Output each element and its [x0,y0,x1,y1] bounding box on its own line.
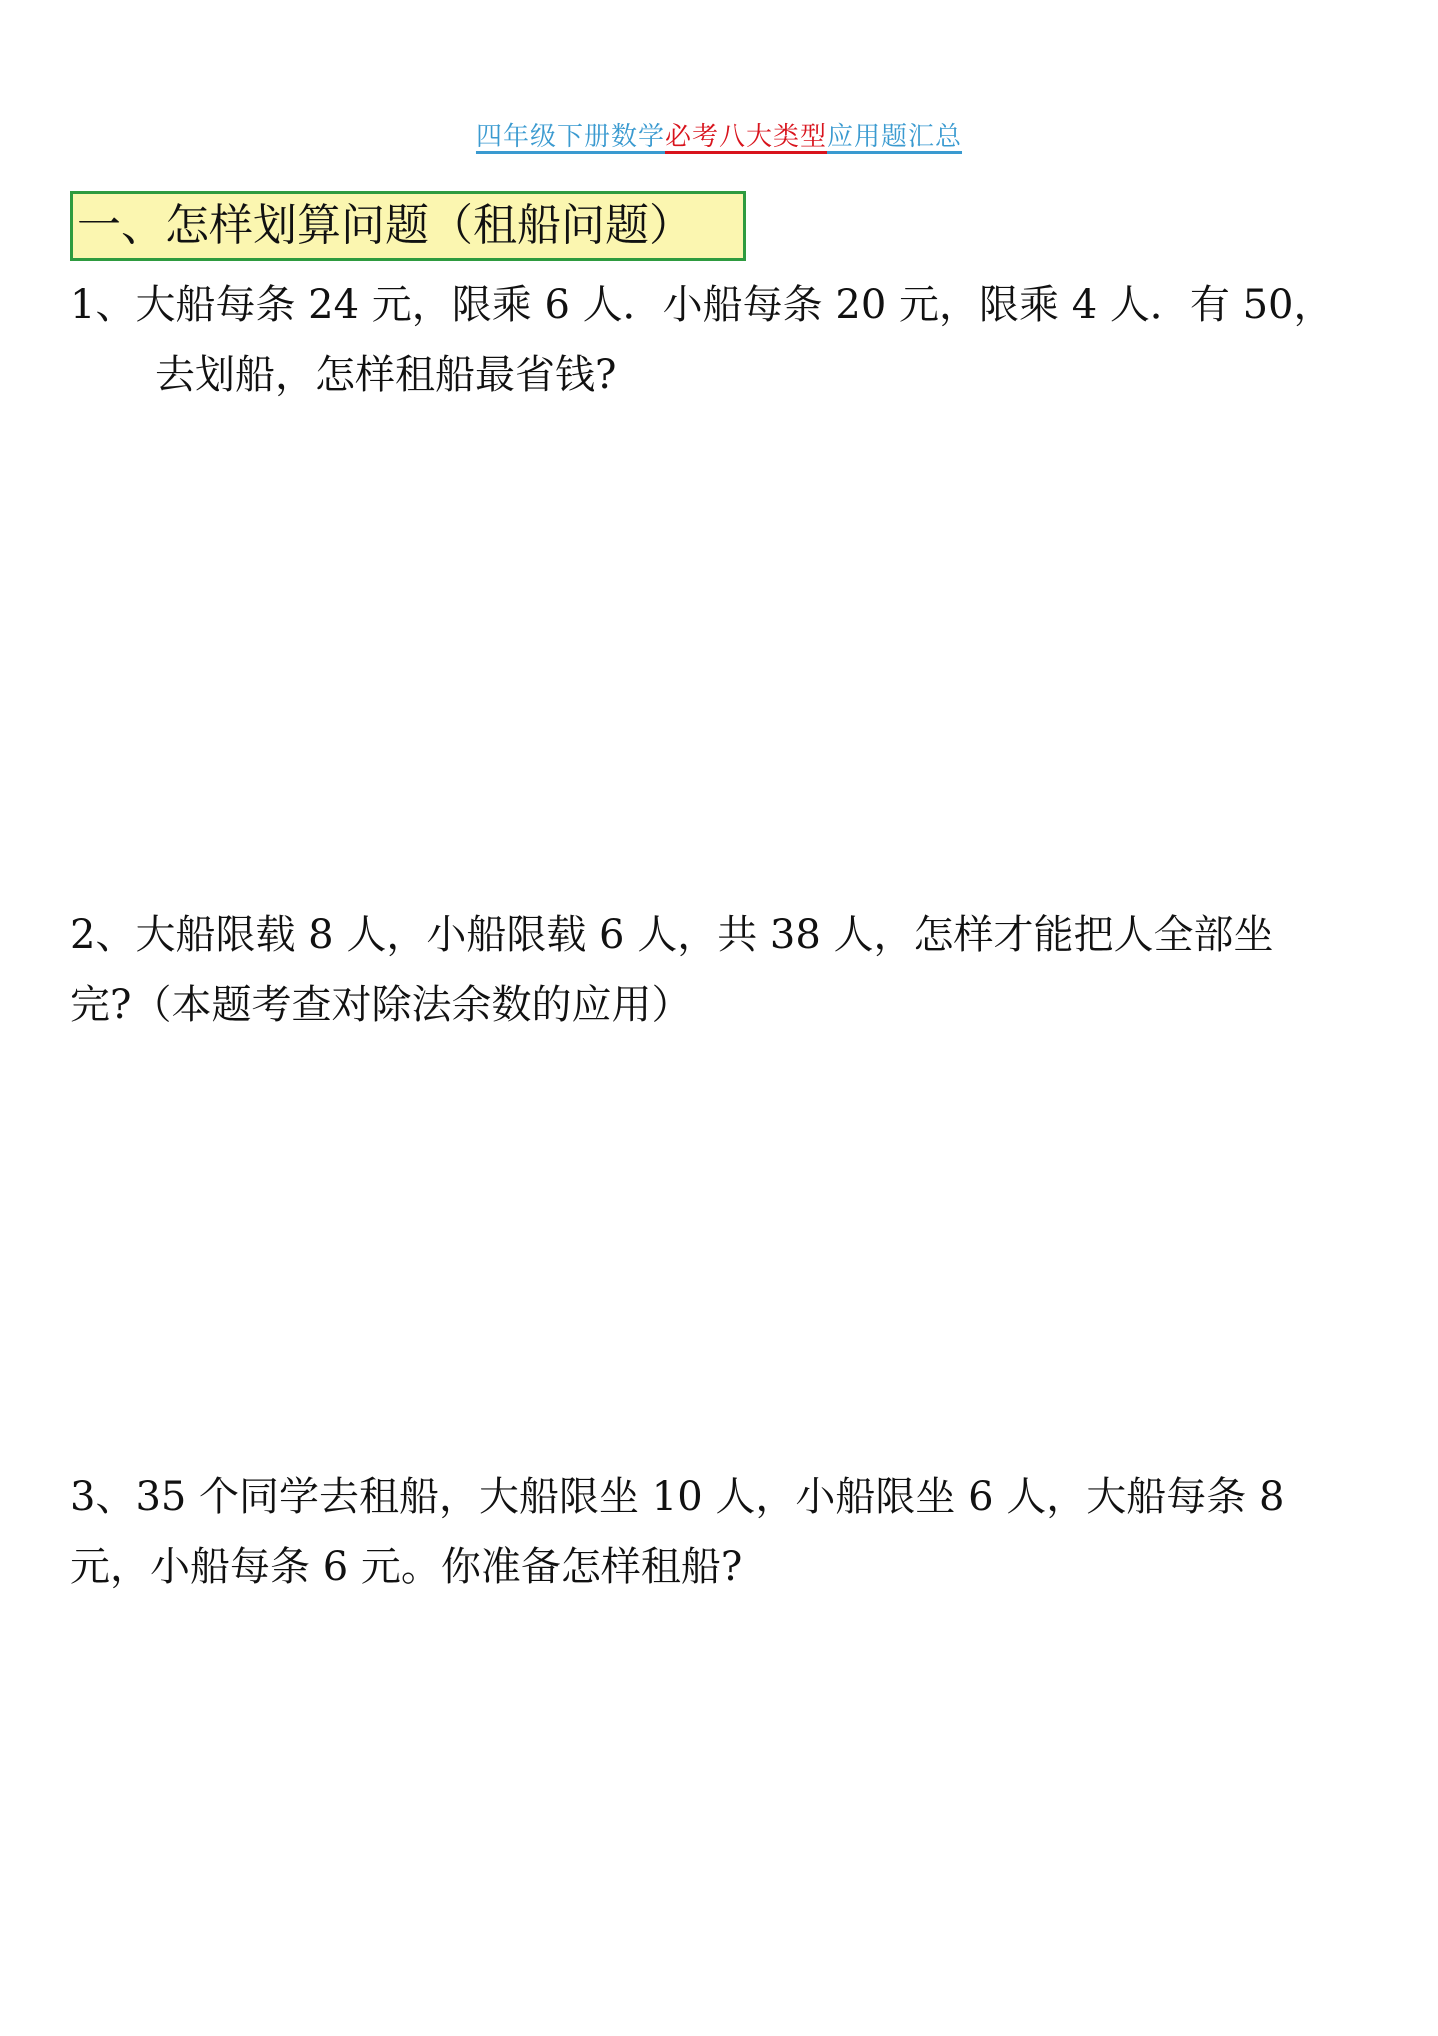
title-part-3: 应用题汇总 [827,122,963,152]
section-1-heading: 一、怎样划算问题（租船问题） [77,200,693,251]
question-3-line-1: 3、35 个同学去租船，大船限坐 10 人，小船限坐 6 人，大船每条 8 [70,1474,1285,1520]
q1-answer-line-3 [0,549,1438,619]
question-3-line-2: 元，小船每条 6 元。你准备怎样租船? [70,1544,743,1590]
question-1 [70,270,1380,410]
q2-answer-line-1 [0,1041,1438,1111]
q3-answer-line-2 [0,1673,1438,1743]
q2-answer-line-5 [0,1322,1438,1392]
q3-answer-line-1 [0,1603,1438,1673]
q3-answer-line-5 [0,1884,1438,1954]
page-title [0,92,1438,182]
q2-answer-line-2 [0,1111,1438,1181]
q1-answer-line-6 [0,760,1438,830]
question-2-line-1: 2、大船限载 8 人，小船限载 6 人，共 38 人，怎样才能把人全部坐 [70,912,1274,958]
question-1-line-1: 1、大船每条 24 元，限乘 6 人．小船每条 20 元，限乘 4 人．有 50， [70,282,1334,328]
q2-answer-line-4 [0,1251,1438,1321]
section-1-heading-box [70,191,746,261]
q3-answer-line-3 [0,1743,1438,1813]
title-part-1: 四年级下册数学 [475,122,665,152]
question-1-line-2: 去划船，怎样租船最省钱? [155,352,617,398]
question-2 [70,900,1380,1040]
title-part-2: 必考八大类型 [664,122,827,152]
question-3 [70,1462,1380,1602]
q2-answer-line-3 [0,1181,1438,1251]
q1-answer-line-4 [0,620,1438,690]
q1-answer-line-5 [0,690,1438,760]
q3-answer-line-4 [0,1813,1438,1883]
question-2-line-2: 完?（本题考查对除法余数的应用） [70,982,692,1028]
